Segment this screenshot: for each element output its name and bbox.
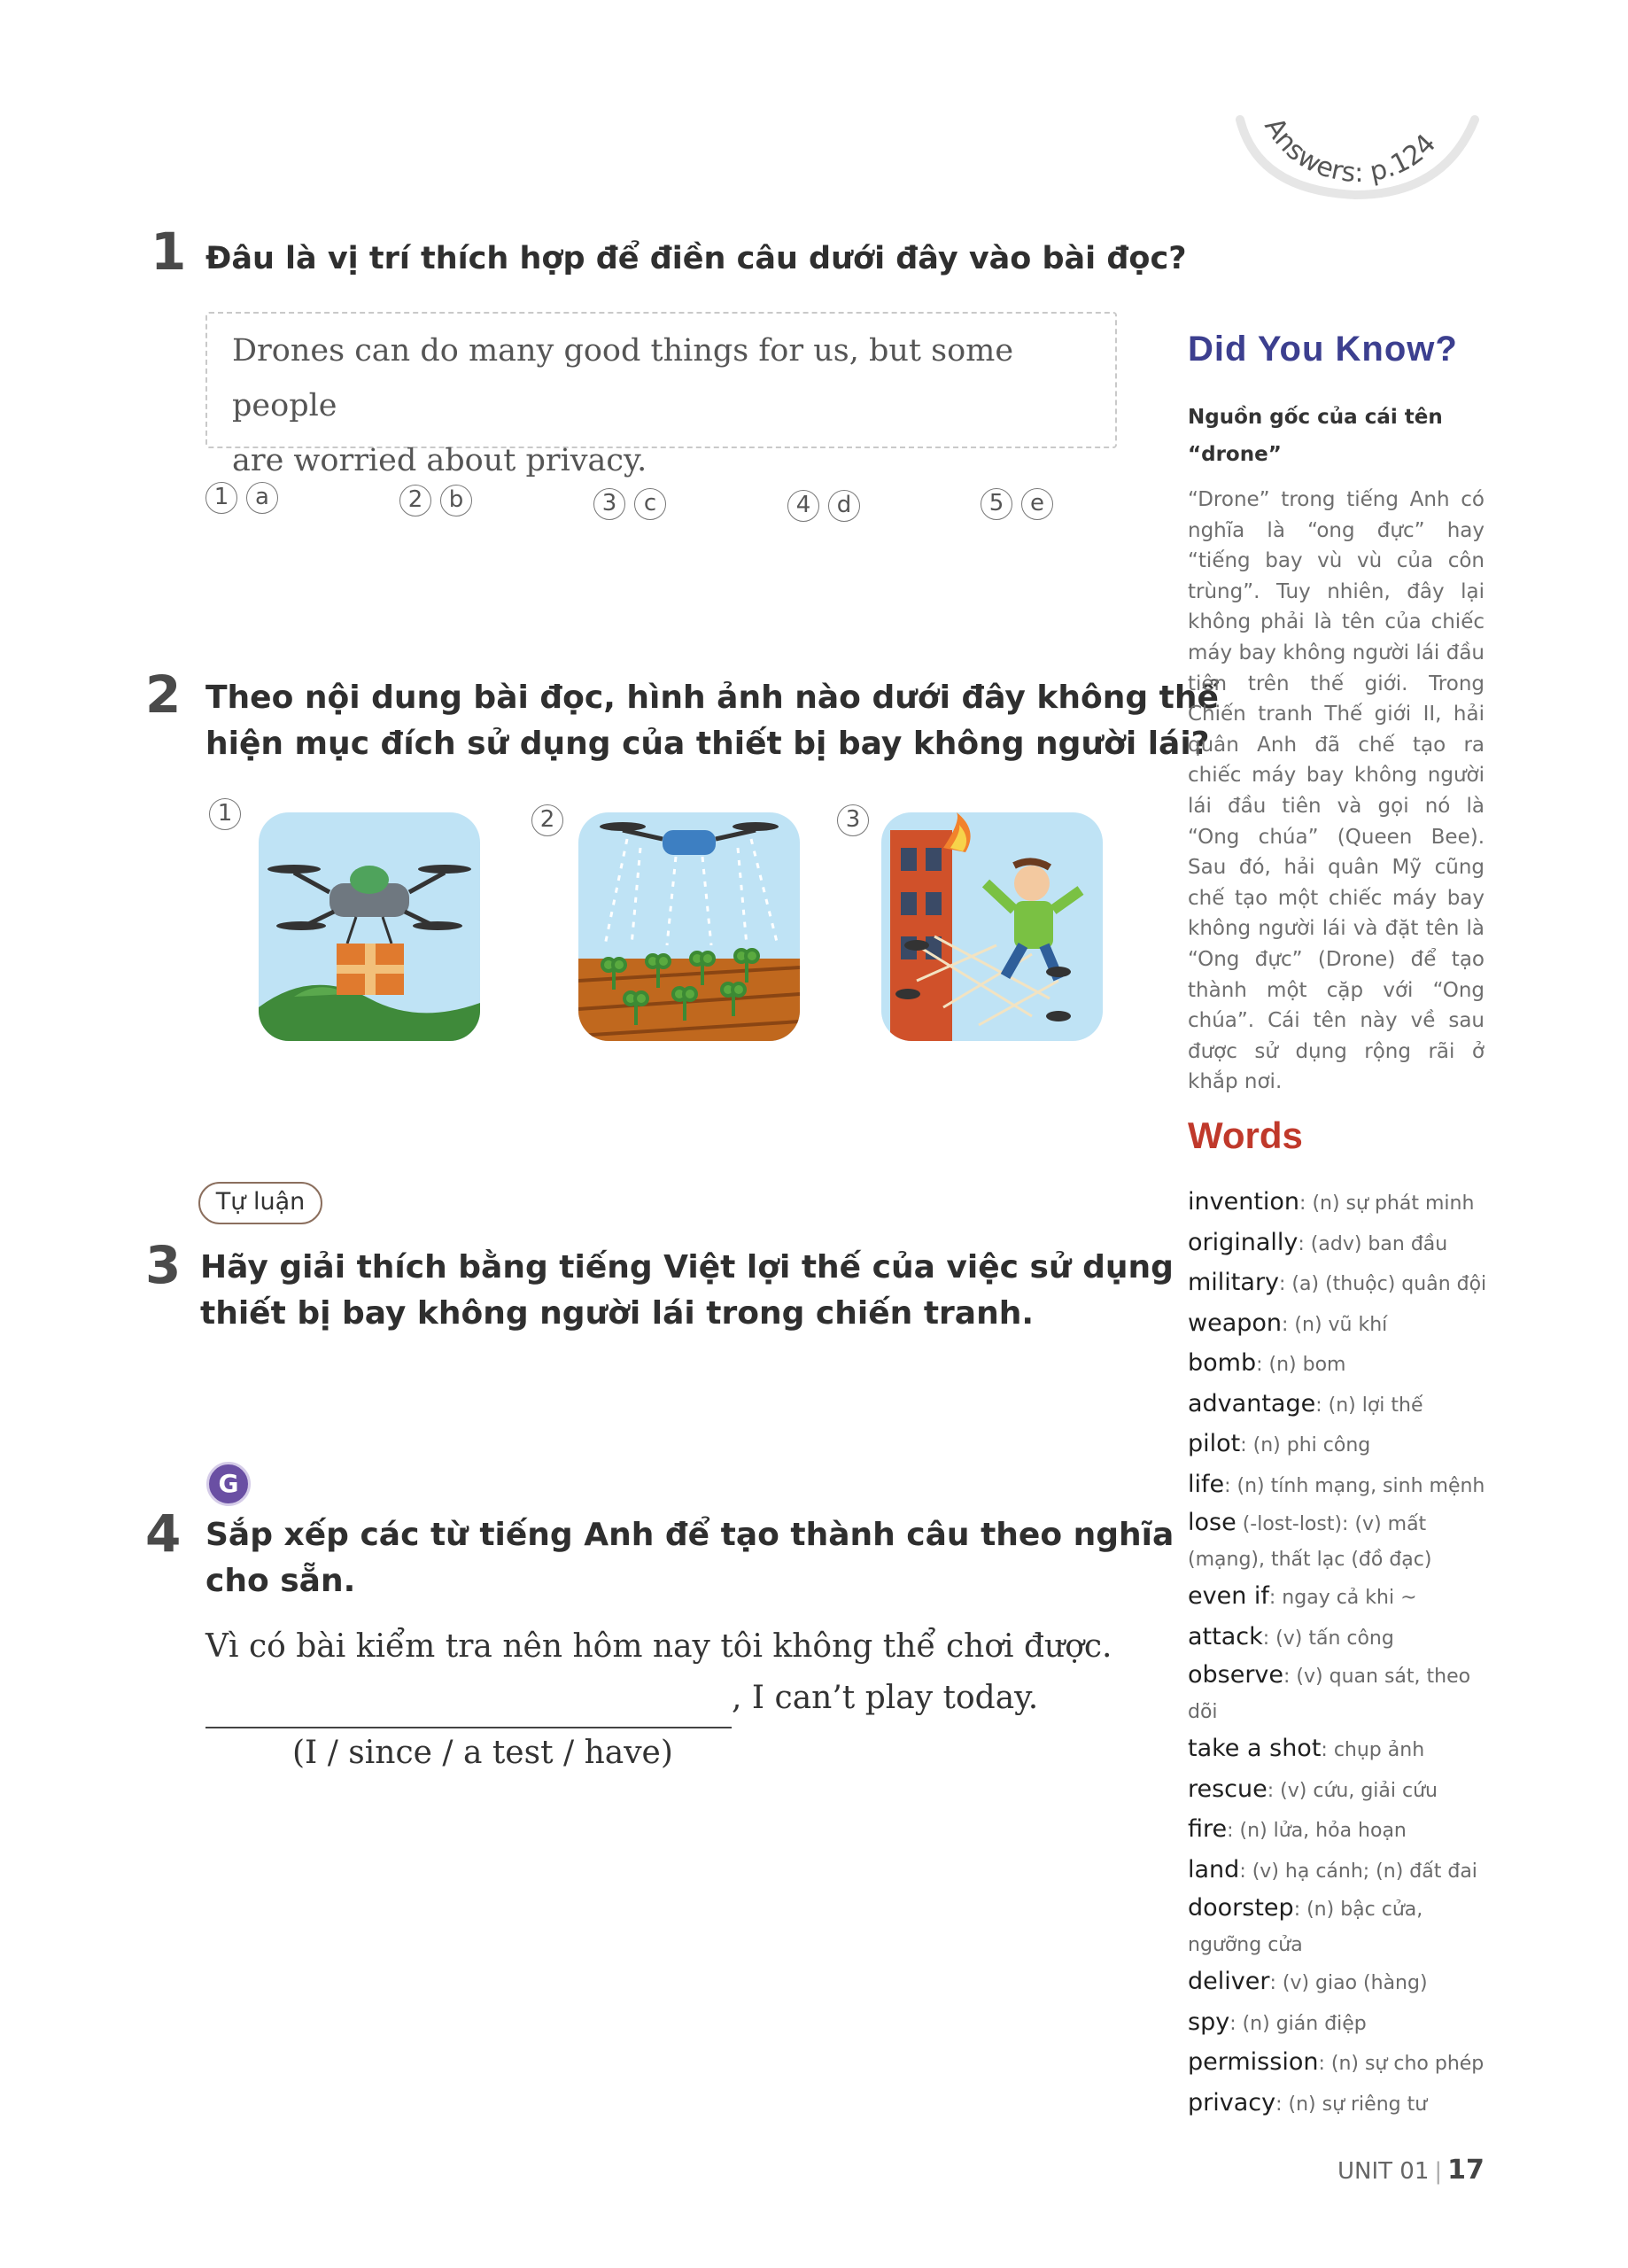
did-you-know-subtitle-line-2: “drone” — [1188, 443, 1282, 466]
drone-delivering-package-illustration[interactable] — [259, 812, 480, 1041]
question-2-line-2: hiện mục đích sử dụng của thiết bị bay không người lái? — [205, 726, 1210, 762]
question-4-line-1: Sắp xếp các từ tiếng Anh để tạo thành câu theo nghĩa — [205, 1517, 1174, 1553]
sentence-line-1: Drones can do many good things for us, but some people — [232, 333, 1014, 423]
word-item: privacy: (n) sự riêng tư — [1188, 2088, 1428, 2117]
sentence-line-2: are worried about privacy. — [232, 443, 647, 478]
question-3-text — [200, 1245, 1174, 1337]
option-2[interactable]: 2 b — [399, 482, 481, 517]
answers-stamp-label: Answers: p.124 — [1258, 112, 1443, 190]
english-sentence-tail: , I can’t play today. — [732, 1680, 1039, 1716]
option-4[interactable]: 4 d — [787, 487, 869, 522]
question-4-number: 4 — [145, 1503, 182, 1564]
grammar-badge: G — [206, 1462, 251, 1506]
words-list — [1188, 1183, 1493, 2124]
word-item: permission: (n) sự cho phép — [1188, 2048, 1485, 2076]
essay-tag: Tự luận — [198, 1182, 322, 1224]
question-1-number: 1 — [151, 221, 187, 282]
did-you-know-subtitle-line-1: Nguồn gốc của cái tên — [1188, 406, 1443, 429]
word-item: bomb: (n) bom — [1188, 1349, 1346, 1377]
word-item: take a shot: chụp ảnh — [1188, 1735, 1425, 1762]
page-number: 17 — [1447, 2155, 1485, 2186]
question-1-text: Đâu là vị trí thích hợp để điền câu dưới đây vào bài đọc? — [205, 241, 1187, 276]
footer-separator: | — [1434, 2158, 1443, 2185]
word-item: spy: (n) gián điệp — [1188, 2008, 1367, 2036]
option-1[interactable]: 1 a — [205, 479, 287, 514]
image-option-1-number: 1 — [209, 796, 250, 830]
word-item: invention: (n) sự phát minh — [1188, 1188, 1475, 1216]
word-item: military: (a) (thuộc) quân đội — [1188, 1269, 1487, 1296]
did-you-know-title: Did You Know? — [1188, 330, 1458, 369]
word-item: weapon: (n) vũ khí — [1188, 1309, 1388, 1337]
option-3[interactable]: 3 c — [593, 485, 675, 520]
word-item: life: (n) tính mạng, sinh mệnh — [1188, 1470, 1485, 1498]
word-item: rescue: (v) cứu, giải cứu — [1188, 1775, 1438, 1803]
question-3-line-2: thiết bị bay không người lái trong chiến tranh. — [200, 1295, 1035, 1332]
word-item: attack: (v) tấn công — [1188, 1622, 1394, 1651]
page-footer — [1337, 2155, 1485, 2186]
question-3-number: 3 — [145, 1235, 182, 1295]
answers-stamp — [1222, 84, 1488, 208]
word-item: advantage: (n) lợi thế — [1188, 1389, 1423, 1418]
answers-stamp-graphic — [1222, 84, 1488, 208]
word-item: deliver: (v) giao (hàng) — [1188, 1968, 1428, 1995]
question-4-line-2: cho sẵn. — [205, 1563, 356, 1599]
word-item: fire: (n) lửa, hỏa hoạn — [1188, 1815, 1407, 1843]
image-option-3-number: 3 — [837, 802, 878, 836]
question-2-line-1: Theo nội dung bài đọc, hình ảnh nào dưới đây không thể — [205, 680, 1219, 716]
question-3-line-1: Hãy giải thích bằng tiếng Việt lợi thế của việc sử dụng — [200, 1249, 1174, 1285]
did-you-know-subtitle — [1188, 399, 1480, 473]
drone-spraying-crops-illustration[interactable] — [578, 812, 800, 1041]
word-item: doorstep: (n) bậc cửa, ngưỡng cửa — [1188, 1894, 1423, 1956]
word-item: lose (-lost-lost): (v) mất (mạng), thất lạc (đồ đạc) — [1188, 1509, 1432, 1571]
option-5[interactable]: 5 e — [981, 485, 1062, 520]
drone-rescue-from-fire-illustration[interactable] — [881, 812, 1103, 1041]
word-item: land: (v) hạ cánh; (n) đất đai — [1188, 1855, 1477, 1884]
word-item: originally: (adv) ban đầu — [1188, 1228, 1448, 1256]
sentence-text — [232, 323, 1105, 488]
word-item: even if: ngay cả khi ~ — [1188, 1582, 1417, 1610]
word-hint: (I / since / a test / have) — [292, 1735, 673, 1771]
unit-label: UNIT 01 — [1337, 2158, 1430, 2185]
words-title: Words — [1188, 1115, 1303, 1156]
answer-blank[interactable] — [205, 1727, 732, 1728]
word-item: pilot: (n) phi công — [1188, 1430, 1371, 1457]
question-2-text — [205, 675, 1219, 767]
image-option-2-number: 2 — [531, 802, 572, 836]
did-you-know-body: “Drone” trong tiếng Anh có nghĩa là “ong đực” hay “tiếng bay vù vù của côn trùng”. Tuy nhiên, đây lại không phải là tên của chiếc máy bay không người lái đầu tiên trên thế giới. Trong Chiến tranh Thế giới II, hải quân Anh đã chế tạo ra chiếc máy bay không người lái đầu tiên và gọi nó là “Ong chúa” (Queen Bee). Sau đó, hải quân Mỹ cũng chế tạo một chiếc máy bay không người lái và đặt tên là “Ong đực” (Drone) để tạo thành một cặp với “Ong chúa”. Cái tên này về sau được sử dụng rộng rãi ở khắp nơi. — [1188, 488, 1485, 1094]
question-2-number: 2 — [145, 664, 182, 725]
word-item: observe: (v) quan sát, theo dõi — [1188, 1661, 1471, 1723]
question-4-text — [205, 1512, 1174, 1604]
vietnamese-sentence: Vì có bài kiểm tra nên hôm nay tôi không thể chơi được. — [205, 1628, 1112, 1665]
